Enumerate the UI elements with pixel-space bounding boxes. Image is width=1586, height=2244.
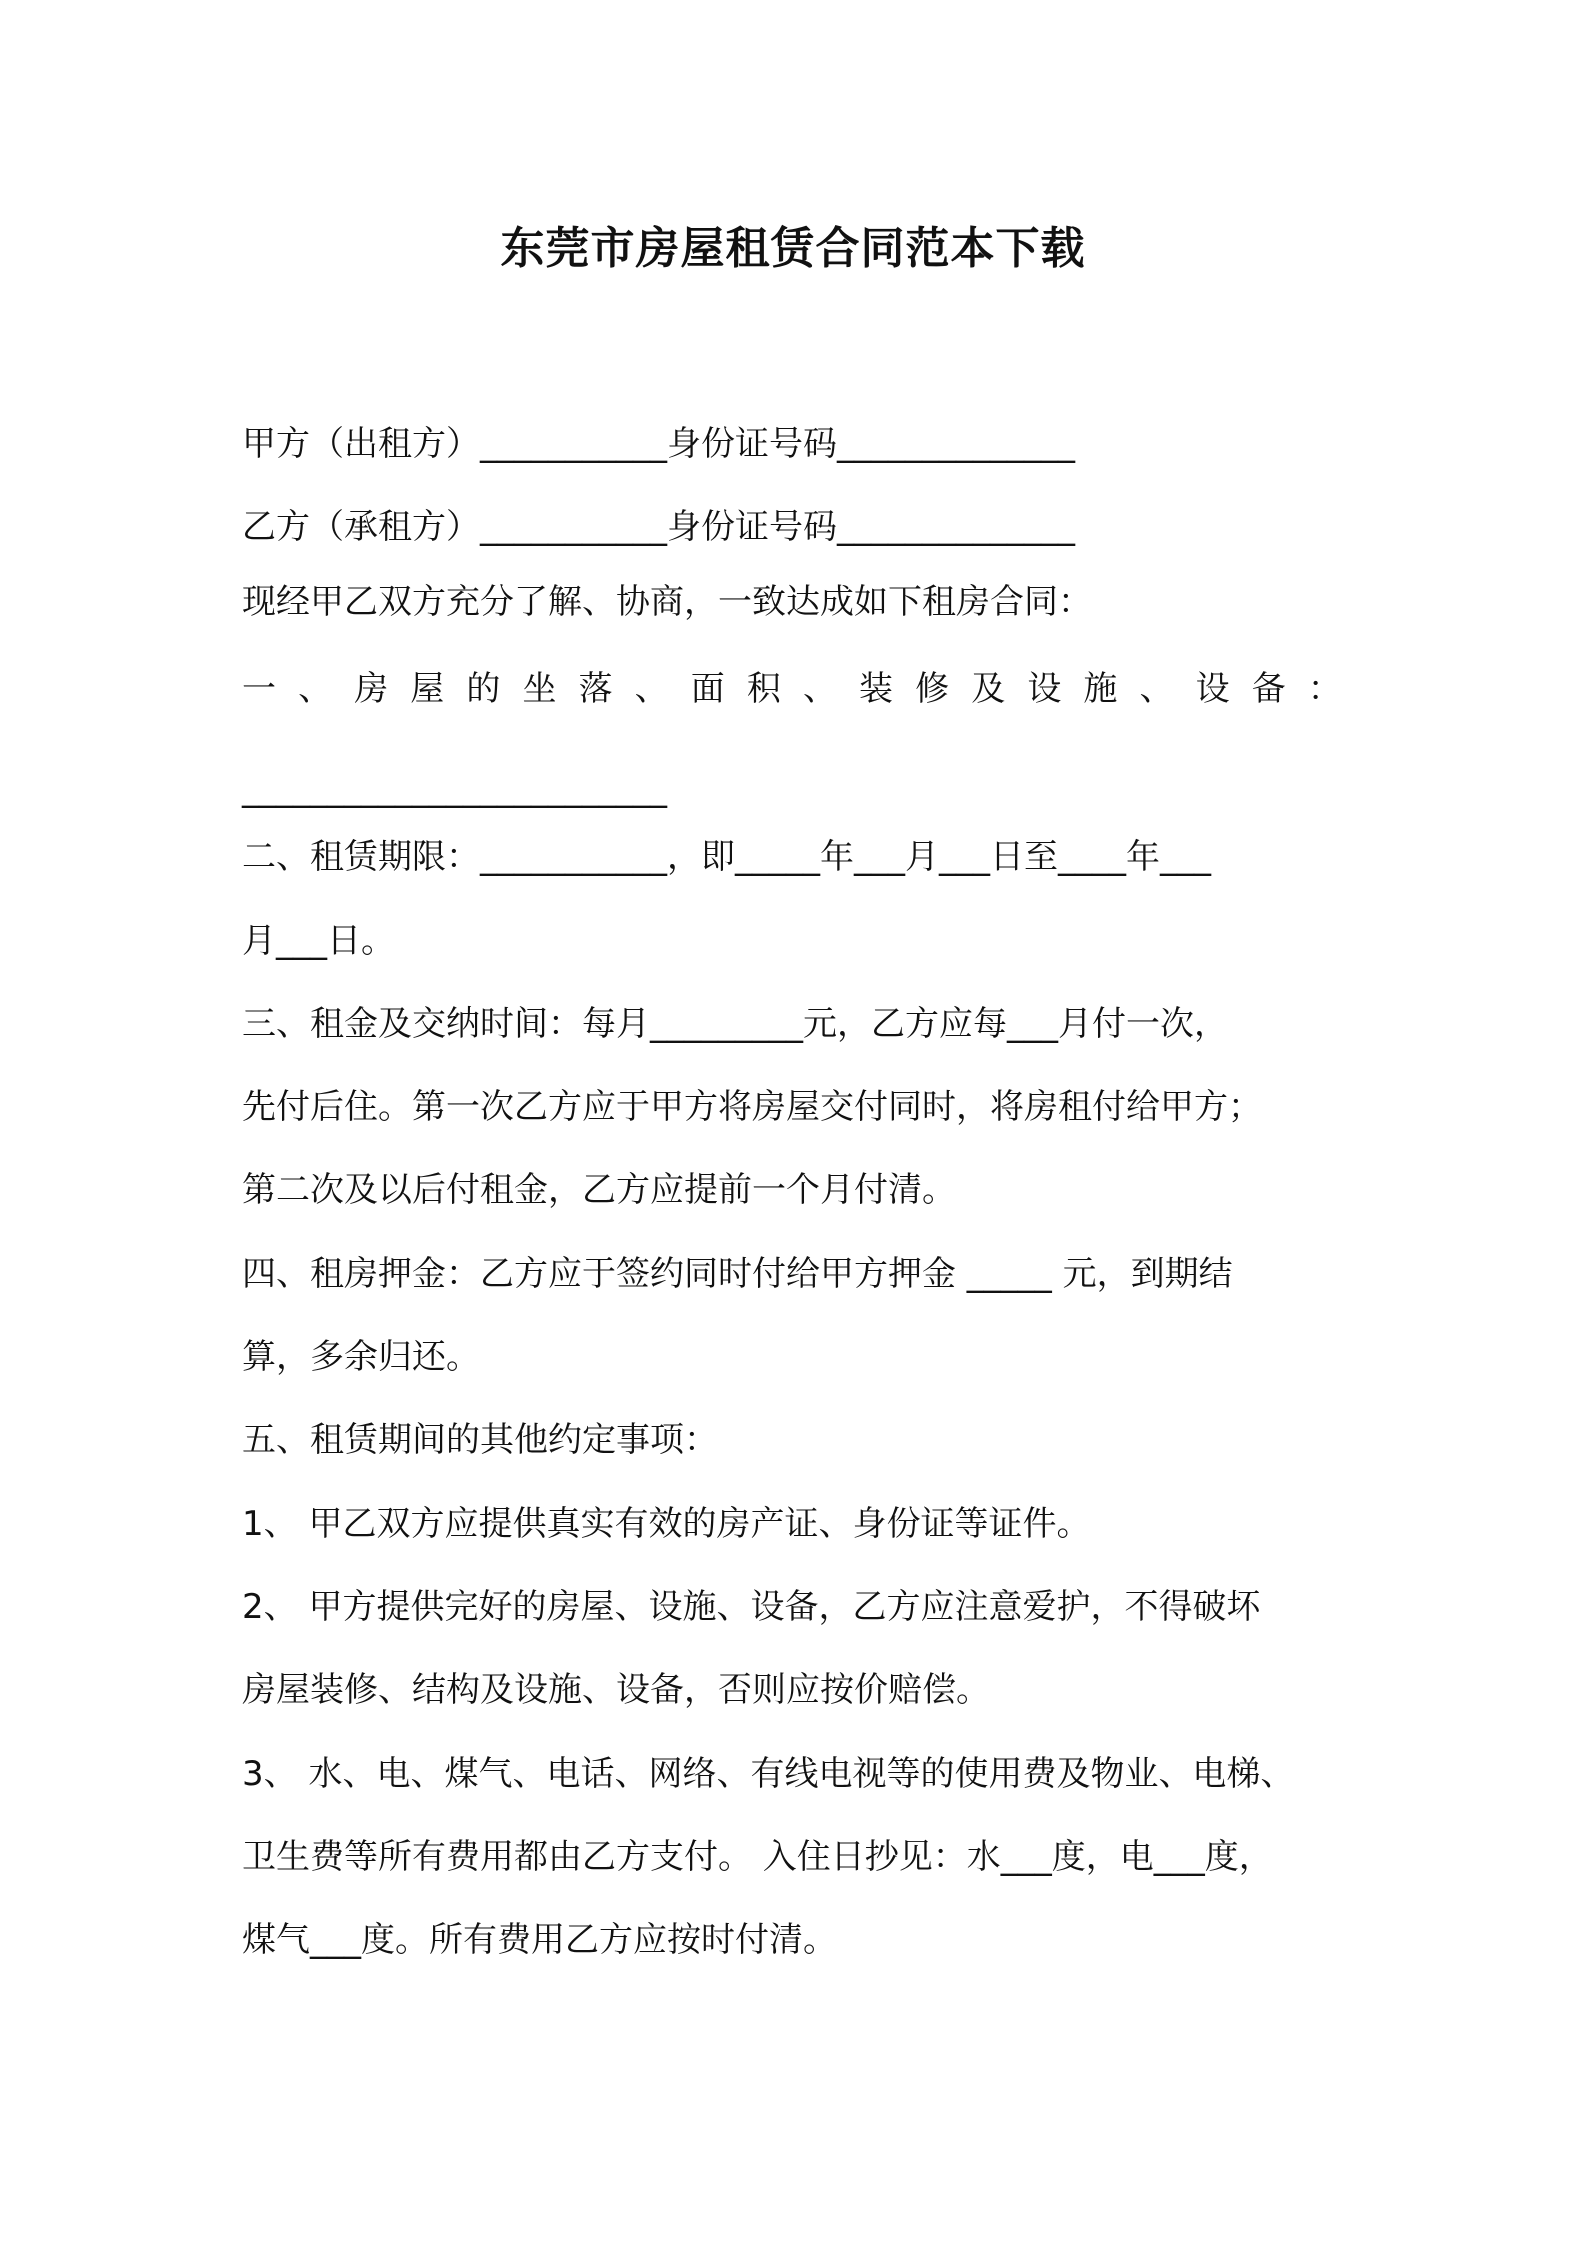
clause-3-line-1: 三、租金及交纳时间：每月_________元，乙方应每___月付一次， — [242, 1004, 1228, 1044]
heading-char: 、 — [802, 669, 837, 709]
heading-char: 修 — [915, 669, 950, 709]
heading-char: 设 — [1027, 669, 1062, 709]
party-a-line: 甲方（出租方）___________身份证号码______________ — [242, 424, 1075, 464]
heading-char: 备 — [1251, 669, 1286, 709]
heading-char: 坐 — [522, 669, 557, 709]
clause-1-heading — [242, 665, 1342, 713]
heading-char: ： — [1307, 669, 1342, 709]
clause-5-item-2-line-1: 2、 甲方提供完好的房屋、设施、设备，乙方应注意爱护，不得破坏 — [242, 1587, 1261, 1627]
heading-char: 落 — [578, 669, 613, 709]
clause-2-line-2: 月___日。 — [242, 921, 395, 961]
clause-4-line-1: 四、租房押金：乙方应于签约同时付给甲方押金 _____ 元，到期结 — [242, 1254, 1233, 1294]
heading-char: 施 — [1083, 669, 1118, 709]
heading-char: 、 — [634, 669, 669, 709]
heading-char: 面 — [690, 669, 725, 709]
clause-3-line-2: 先付后住。第一次乙方应于甲方将房屋交付同时，将房租付给甲方； — [242, 1087, 1262, 1127]
clause-5-item-3-line-1: 3、 水、电、煤气、电话、网络、有线电视等的使用费及物业、电梯、 — [242, 1754, 1295, 1794]
heading-char: 房 — [354, 669, 389, 709]
intro-line: 现经甲乙双方充分了解、协商，一致达成如下租房合同： — [242, 582, 1092, 622]
clause-1-blank: _________________________ — [242, 769, 667, 809]
heading-char: 积 — [746, 669, 781, 709]
heading-char: 、 — [298, 669, 333, 709]
heading-char: 的 — [466, 669, 501, 709]
clause-5-item-2-line-2: 房屋装修、结构及设施、设备，否则应按价赔偿。 — [242, 1670, 990, 1710]
clause-5-heading: 五、租赁期间的其他约定事项： — [242, 1420, 718, 1460]
clause-3-line-3: 第二次及以后付租金，乙方应提前一个月付清。 — [242, 1170, 956, 1210]
heading-char: 、 — [1139, 669, 1174, 709]
document-title: 东莞市房屋租赁合同范本下载 — [500, 223, 1086, 274]
heading-char: 屋 — [410, 669, 445, 709]
clause-2-line-1: 二、租赁期限：___________，即_____年___月___日至____年___ — [242, 837, 1211, 877]
clause-5-item-3-line-3: 煤气___度。所有费用乙方应按时付清。 — [242, 1920, 837, 1960]
heading-char: 设 — [1195, 669, 1230, 709]
clause-5-item-3-line-2: 卫生费等所有费用都由乙方支付。 入住日抄见：水___度，电___度， — [242, 1837, 1273, 1877]
clause-4-line-2: 算，多余归还。 — [242, 1337, 480, 1377]
clause-5-item-1: 1、 甲乙双方应提供真实有效的房产证、身份证等证件。 — [242, 1504, 1091, 1544]
party-b-line: 乙方（承租方）___________身份证号码______________ — [242, 507, 1075, 547]
heading-char: 装 — [859, 669, 894, 709]
heading-char: 及 — [971, 669, 1006, 709]
heading-char: 一 — [242, 669, 276, 709]
